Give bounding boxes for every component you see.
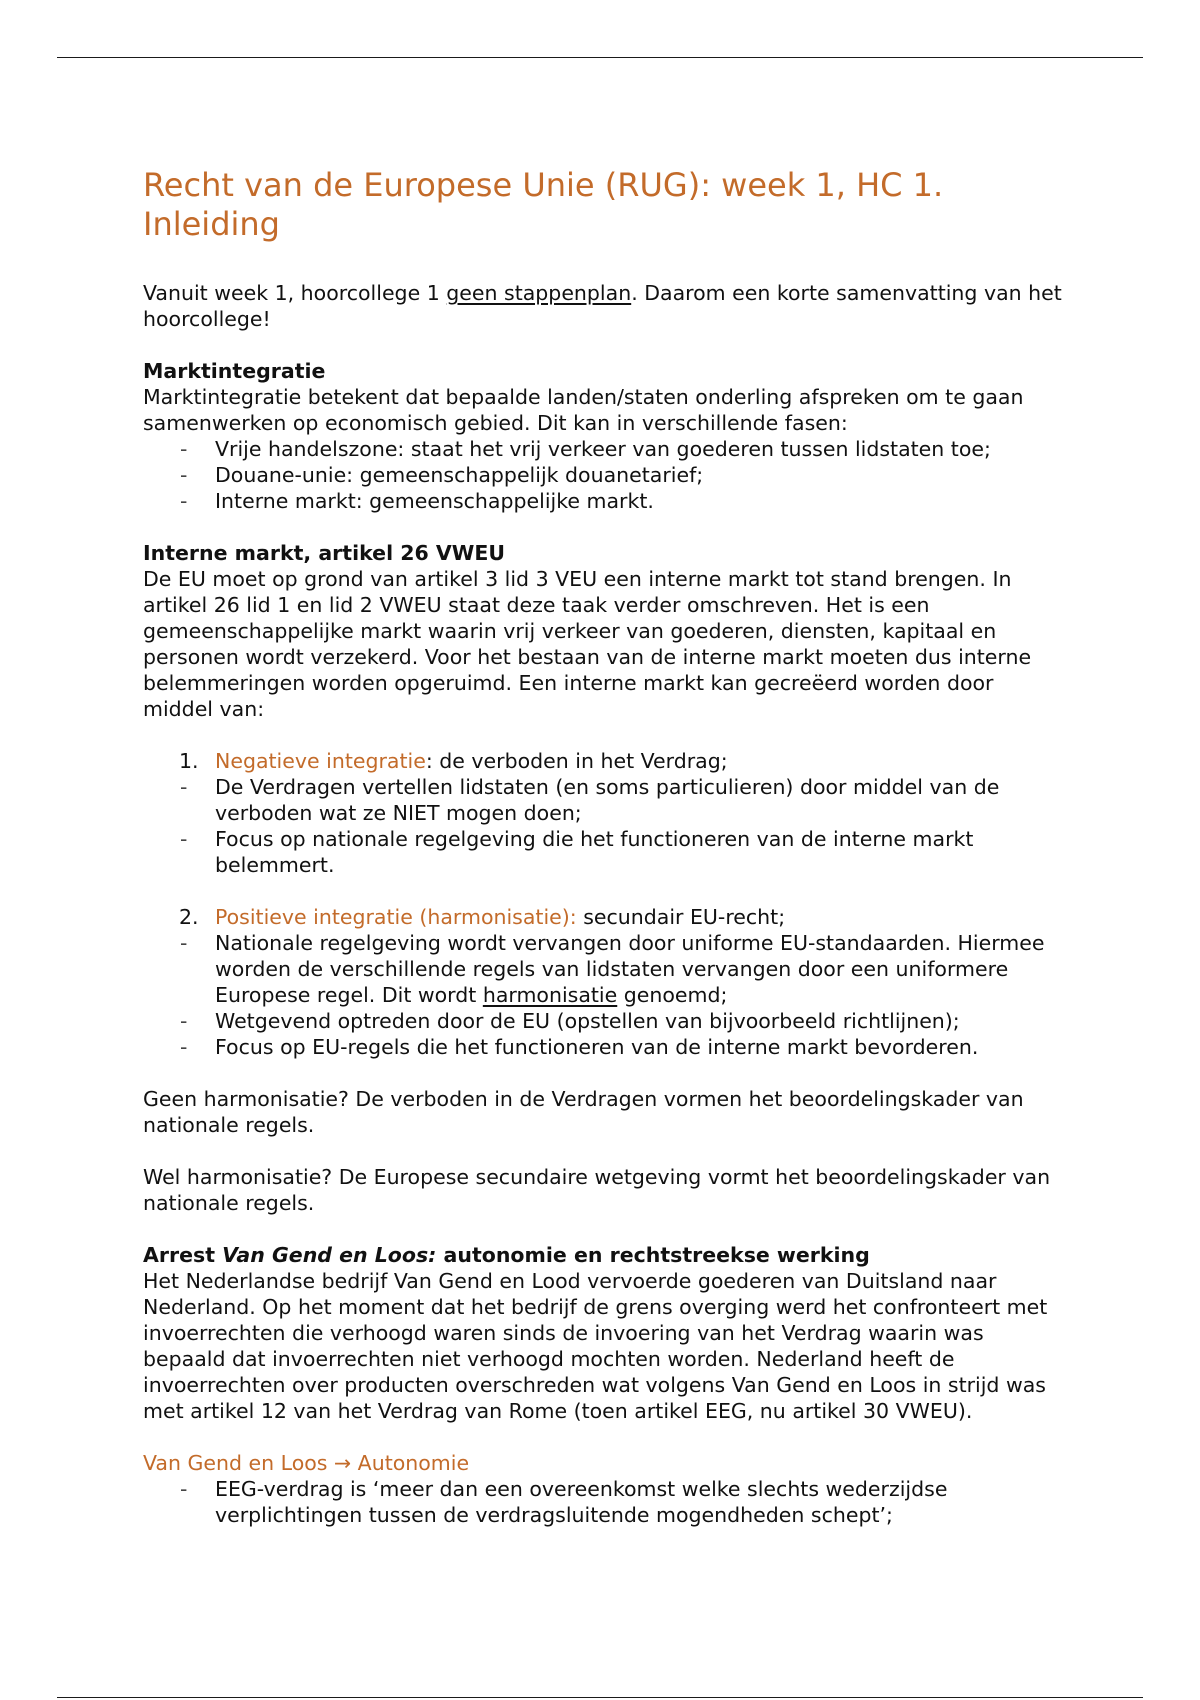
list-item-underlined: harmonisatie [482, 983, 618, 1007]
list-item: - Focus op EU-regels die het functioneren van de interne markt bevorderen. [143, 1034, 1063, 1060]
paragraph-marktintegratie: Marktintegratie betekent dat bepaalde landen/staten onderling afspreken om te gaan samenwerken op economisch gebied. Dit kan in verschillende fasen: [143, 385, 1024, 435]
numbered-item-negatieve-integratie [143, 748, 1063, 774]
list-item: - EEG-verdrag is ‘meer dan een overeenkomst welke slechts wederzijdse verplichtingen tussen de verdragsluitende mogendheden schept’; [143, 1476, 1063, 1528]
list-negatieve-integratie [143, 774, 1063, 878]
heading-text: Arrest [143, 1243, 223, 1267]
subheading-autonomie: Van Gend en Loos → Autonomie [143, 1451, 470, 1475]
list-item: - Vrije handelszone: staat het vrij verkeer van goederen tussen lidstaten toe; [143, 436, 1063, 462]
paragraph-interne-markt: De EU moet op grond van artikel 3 lid 3 VEU een interne markt tot stand brengen. In artikel 26 lid 1 en lid 2 VWEU staat deze taak verder omschreven. Het is een gemeenschappelijke markt waarin vrij verkeer van goederen, diensten, kapitaal en personen wordt verzekerd. Voor het bestaan van de interne markt moeten dus interne belemmeringen worden opgeruimd. Een interne markt kan gecreëerd worden door middel van: [143, 567, 1032, 721]
list-autonomie [143, 1476, 1063, 1528]
numbered-item-positieve-integratie [143, 904, 1063, 930]
heading-interne-markt: Interne markt, artikel 26 VWEU [143, 541, 506, 565]
intro-text-end: . Daarom een korte samenvatting van het hoorcollege! [143, 281, 1062, 331]
intro-text: Vanuit week 1, hoorcollege 1 [143, 281, 447, 305]
item-text: : de verboden in het Verdrag; [425, 749, 728, 773]
item-number: 1. [179, 749, 199, 773]
list-item: - Douane-unie: gemeenschappelijk douanetarief; [143, 462, 1063, 488]
heading-van-gend-en-loos [143, 1242, 1063, 1268]
list-item: - Interne markt: gemeenschappelijke markt. [143, 488, 1063, 514]
list-item-text: Nationale regelgeving wordt vervangen door uniforme EU-standaarden. Hiermee worden de verschillende regels van lidstaten vervangen door een uniformere Europese regel. Dit wordt [215, 931, 1045, 1007]
list-item: - De Verdragen vertellen lidstaten (en soms particulieren) door middel van de verboden wat ze NIET mogen doen; [143, 774, 1063, 826]
item-label: Negatieve integratie [215, 749, 426, 773]
heading-text-end: autonomie en rechtstreekse werking [436, 1243, 870, 1267]
list-fasen [143, 436, 1063, 514]
paragraph-wel-harmonisatie: Wel harmonisatie? De Europese secundaire wetgeving vormt het beoordelingskader van nationale regels. [143, 1165, 1051, 1215]
item-label: Positieve integratie (harmonisatie): [215, 905, 577, 929]
header-rule [57, 57, 1143, 58]
paragraph-geen-harmonisatie: Geen harmonisatie? De verboden in de Verdragen vormen het beoordelingskader van nationale regels. [143, 1087, 1024, 1137]
list-item: - Wetgevend optreden door de EU (opstellen van bijvoorbeeld richtlijnen); [143, 1008, 1063, 1034]
list-positieve-integratie [143, 930, 1063, 1060]
intro-paragraph [143, 280, 1063, 332]
heading-marktintegratie: Marktintegratie [143, 359, 326, 383]
paragraph-van-gend-en-loos: Het Nederlandse bedrijf Van Gend en Lood vervoerde goederen van Duitsland naar Nederland. Op het moment dat het bedrijf de grens overging werd het confronteert met invoerrechten die verhoogd waren sinds de invoering van het Verdrag waarin was bepaald dat invoerrechten niet verhoogd mochten worden. Nederland heeft de invoerrechten over producten overschreden wat volgens Van Gend en Loos in strijd was met artikel 12 van het Verdrag van Rome (toen artikel EEG, nu artikel 30 VWEU). [143, 1269, 1048, 1423]
document-body [143, 166, 1063, 1528]
item-text: secundair EU-recht; [576, 905, 786, 929]
intro-underlined: geen stappenplan [446, 281, 632, 305]
footer-rule [57, 1697, 1143, 1698]
heading-italic: Van Gend en Loos: [222, 1243, 437, 1267]
list-item-text-end: genoemd; [617, 983, 728, 1007]
list-item [143, 930, 1063, 1008]
list-item: - Focus op nationale regelgeving die het functioneren van de interne markt belemmert. [143, 826, 1063, 878]
document-title: Recht van de Europese Unie (RUG): week 1, HC 1. Inleiding [143, 166, 944, 243]
item-number: 2. [179, 905, 199, 929]
